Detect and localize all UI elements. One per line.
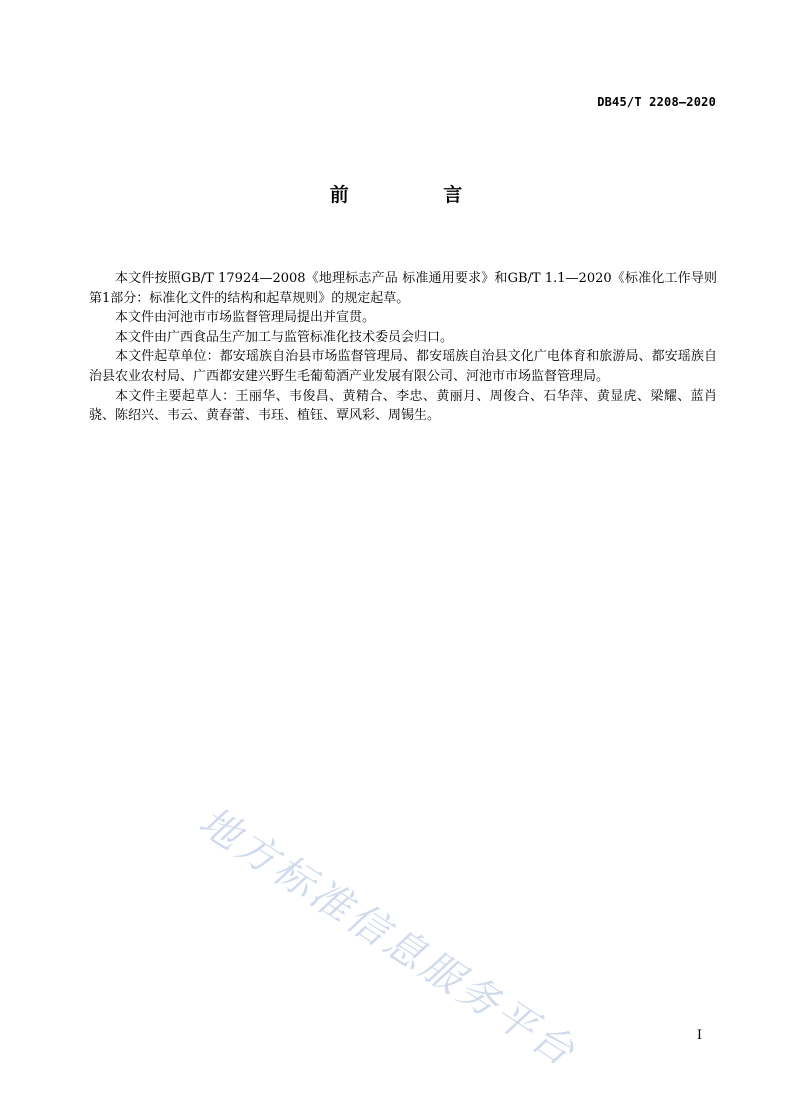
paragraph-drafting-units: 本文件起草单位：都安瑶族自治县市场监督管理局、都安瑶族自治县文化广电体育和旅游局、都安瑶族自治县农业农村局、广西都安建兴野生毛葡萄酒产业发展有限公司、河池市市场监督管理局。: [89, 349, 717, 384]
page-number: I: [696, 1028, 702, 1043]
paragraph-proposer: 本文件由河池市市场监督管理局提出并宣贯。: [115, 310, 376, 326]
document-code: DB45/T 2208—2020: [597, 95, 716, 109]
paragraph-drafting-basis: 本文件按照GB/T 17924—2008《地理标志产品 标准通用要求》和GB/T 1.1—2020《标准化工作导则 第1部分：标准化文件的结构和起草规则》的规定起草。: [89, 271, 717, 306]
paragraph-committee: 本文件由广西食品生产加工与监管标准化技术委员会归口。: [115, 329, 454, 345]
page-title: 前 言: [329, 184, 507, 206]
foreword-body: [89, 269, 717, 426]
watermark: 地方标准信息服务平台: [190, 798, 585, 1077]
paragraph-drafters: 本文件主要起草人：王丽华、韦俊昌、黄精合、李忠、黄丽月、周俊合、石华萍、黄显虎、梁耀、蓝肖骁、陈绍兴、韦云、黄春蕾、韦珏、植钰、覃风彩、周锡生。: [89, 388, 717, 424]
